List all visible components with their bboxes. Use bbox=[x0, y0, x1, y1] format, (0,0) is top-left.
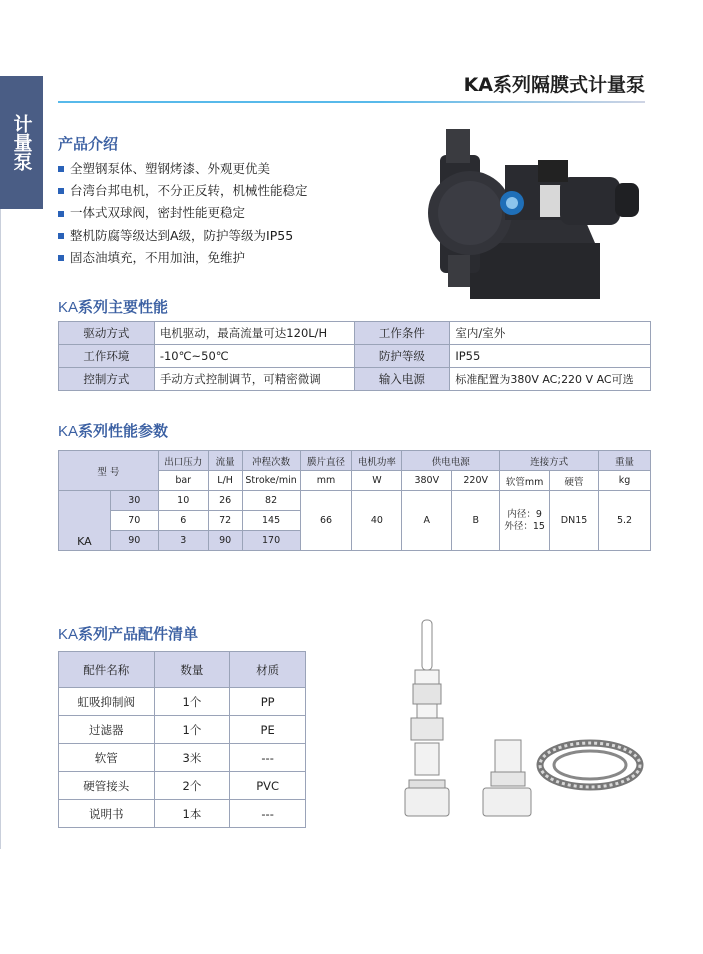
intro-item: 台湾台邦电机，不分正反转，机械性能稳定 bbox=[58, 180, 308, 202]
intro-item: 固态油填充，不用加油，免维护 bbox=[58, 247, 308, 269]
bullet-icon bbox=[58, 255, 64, 261]
side-tab-label: 计量泵 bbox=[10, 114, 33, 171]
diaphragm-pump-image bbox=[420, 125, 645, 305]
performance-title: KA系列主要性能 bbox=[58, 298, 169, 316]
intro-title: 产品介绍 bbox=[58, 135, 119, 153]
accessories-header-row: 配件名称 数量 材质 bbox=[59, 652, 306, 688]
accessory-parts-image bbox=[395, 615, 655, 825]
table-row: 工作环境 -10℃~50℃ 防护等级 IP55 bbox=[59, 345, 651, 368]
intro-item: 整机防腐等级达到A级，防护等级为IP55 bbox=[58, 225, 308, 247]
params-table bbox=[58, 450, 651, 551]
intro-item: 全塑钢泵体、塑钢烤漆、外观更优美 bbox=[58, 158, 308, 180]
intro-list bbox=[58, 158, 308, 269]
table-row: 虹吸抑制阀 1个 PP bbox=[59, 688, 306, 716]
accessories-title: KA系列产品配件清单 bbox=[58, 625, 199, 643]
page-title: KA系列隔膜式计量泵 bbox=[463, 74, 645, 96]
table-row: KA 30 10 26 82 66 40 A B 内径：9 外径：15 DN15 5.2 bbox=[59, 491, 651, 511]
bullet-icon bbox=[58, 166, 64, 172]
table-row: 说明书 1本 --- bbox=[59, 800, 306, 828]
table-row: 驱动方式 电机驱动，最高流量可达120L/H 工作条件 室内/室外 bbox=[59, 322, 651, 345]
table-row: 控制方式 手动方式控制调节，可精密微调 输入电源 标准配置为380V AC;220 V AC可选 bbox=[59, 368, 651, 391]
side-category-tab bbox=[0, 76, 43, 209]
table-row: 软管 3米 --- bbox=[59, 744, 306, 772]
title-rule bbox=[58, 101, 645, 103]
side-divider bbox=[0, 209, 1, 849]
params-title: KA系列性能参数 bbox=[58, 422, 169, 440]
performance-table bbox=[58, 321, 651, 391]
table-row: 90 3 90 170 bbox=[59, 531, 651, 551]
params-unit-row: bar L/H Stroke/min mm W 380V 220V 软管mm 硬管 kg bbox=[59, 471, 651, 491]
bullet-icon bbox=[58, 211, 64, 217]
table-row: 70 6 72 145 bbox=[59, 511, 651, 531]
params-header-row: 型 号 出口压力 流量 冲程次数 膜片直径 电机功率 供电电源 连接方式 重量 bbox=[59, 451, 651, 471]
table-row: 过滤器 1个 PE bbox=[59, 716, 306, 744]
bullet-icon bbox=[58, 233, 64, 239]
accessories-table bbox=[58, 651, 306, 828]
table-row: 硬管接头 2个 PVC bbox=[59, 772, 306, 800]
intro-item: 一体式双球阀，密封性能更稳定 bbox=[58, 202, 308, 224]
bullet-icon bbox=[58, 188, 64, 194]
